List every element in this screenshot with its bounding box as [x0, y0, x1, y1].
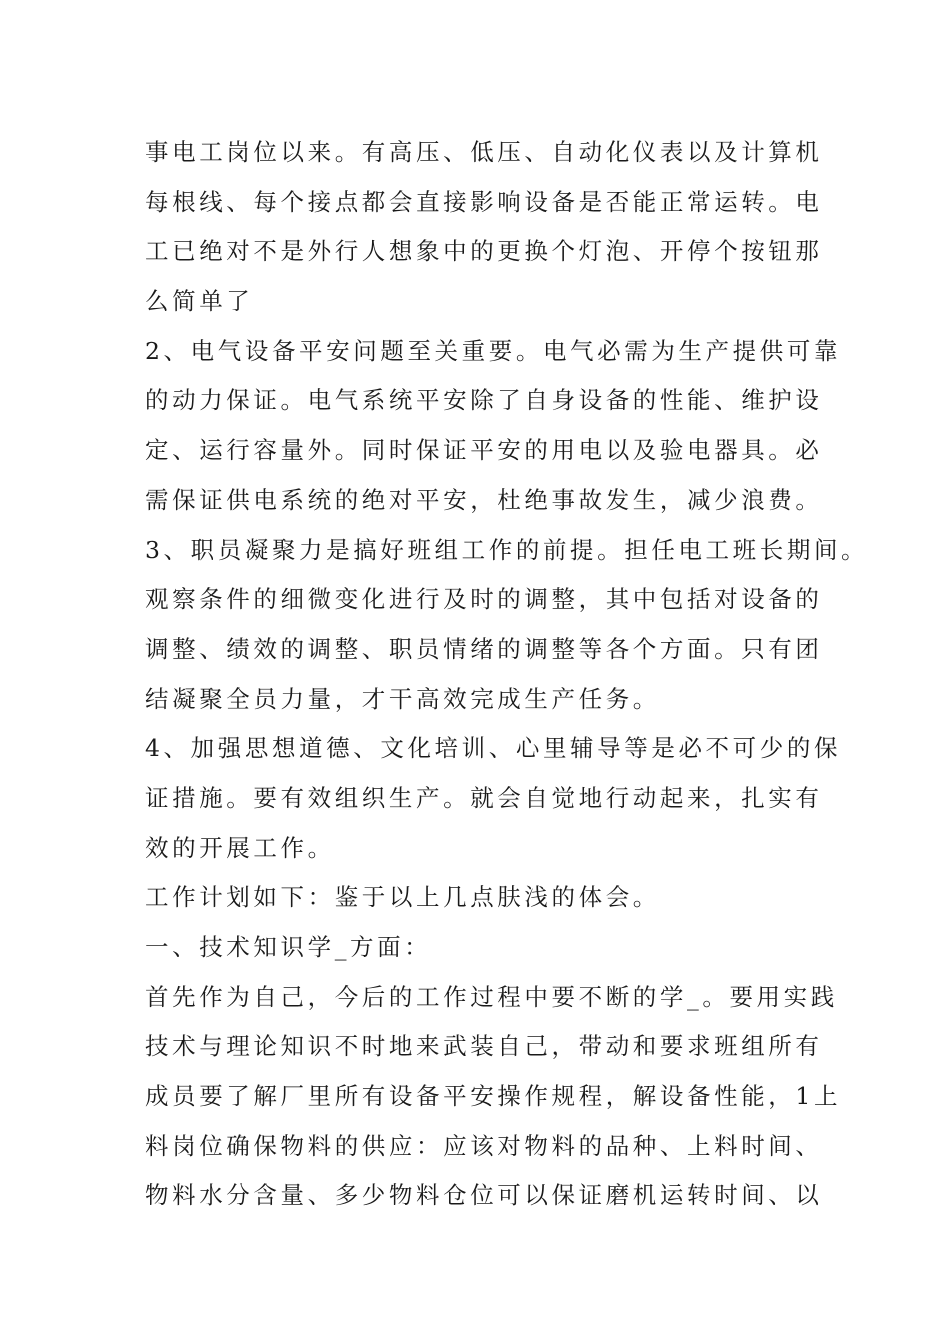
body-text	[145, 128, 869, 1221]
text-line: 工已绝对不是外行人想象中的更换个灯泡、开停个按钮那	[145, 237, 823, 266]
text-line: 技术与理论知识不时地来武装自己，带动和要求班组所有	[145, 1032, 823, 1061]
text-line: 观察条件的细微变化进行及时的调整，其中包括对设备的	[145, 585, 823, 614]
text-line: 证措施。要有效组织生产。就会自觉地行动起来，扎实有	[145, 783, 823, 812]
text-line: 料岗位确保物料的供应：应该对物料的品种、上料时间、	[145, 1131, 823, 1160]
text-line: 工作计划如下：鉴于以上几点肤浅的体会。	[145, 883, 660, 912]
text-line: 2、电气设备平安问题至关重要。电气必需为生产提供可靠	[145, 336, 842, 365]
text-line: 首先作为自己，今后的工作过程中要不断的学_。要用实践	[145, 982, 838, 1011]
text-line: 定、运行容量外。同时保证平安的用电以及验电器具。必	[145, 436, 823, 465]
text-line: 的动力保证。电气系统平安除了自身设备的性能、维护设	[145, 386, 823, 415]
text-line: 效的开展工作。	[145, 833, 335, 862]
text-line: 一、技术知识学_方面：	[145, 933, 432, 961]
text-line: 结凝聚全员力量，才干高效完成生产任务。	[145, 684, 660, 713]
text-line: 么简单了	[145, 287, 254, 316]
text-line: 3、职员凝聚力是搞好班组工作的前提。担任电工班长期间。	[145, 535, 869, 564]
text-line: 成员要了解厂里所有设备平安操作规程，解设备性能，1上	[145, 1082, 842, 1111]
text-line: 需保证供电系统的绝对平安，杜绝事故发生，减少浪费。	[145, 485, 823, 514]
text-line: 调整、绩效的调整、职员情绪的调整等各个方面。只有团	[145, 634, 823, 663]
text-line: 每根线、每个接点都会直接影响设备是否能正常运转。电	[145, 187, 823, 216]
text-line: 事电工岗位以来。有高压、低压、自动化仪表以及计算机	[145, 138, 823, 166]
text-line: 物料水分含量、多少物料仓位可以保证磨机运转时间、以	[145, 1181, 823, 1210]
text-line: 4、加强思想道德、文化培训、心里辅导等是必不可少的保	[145, 734, 842, 763]
